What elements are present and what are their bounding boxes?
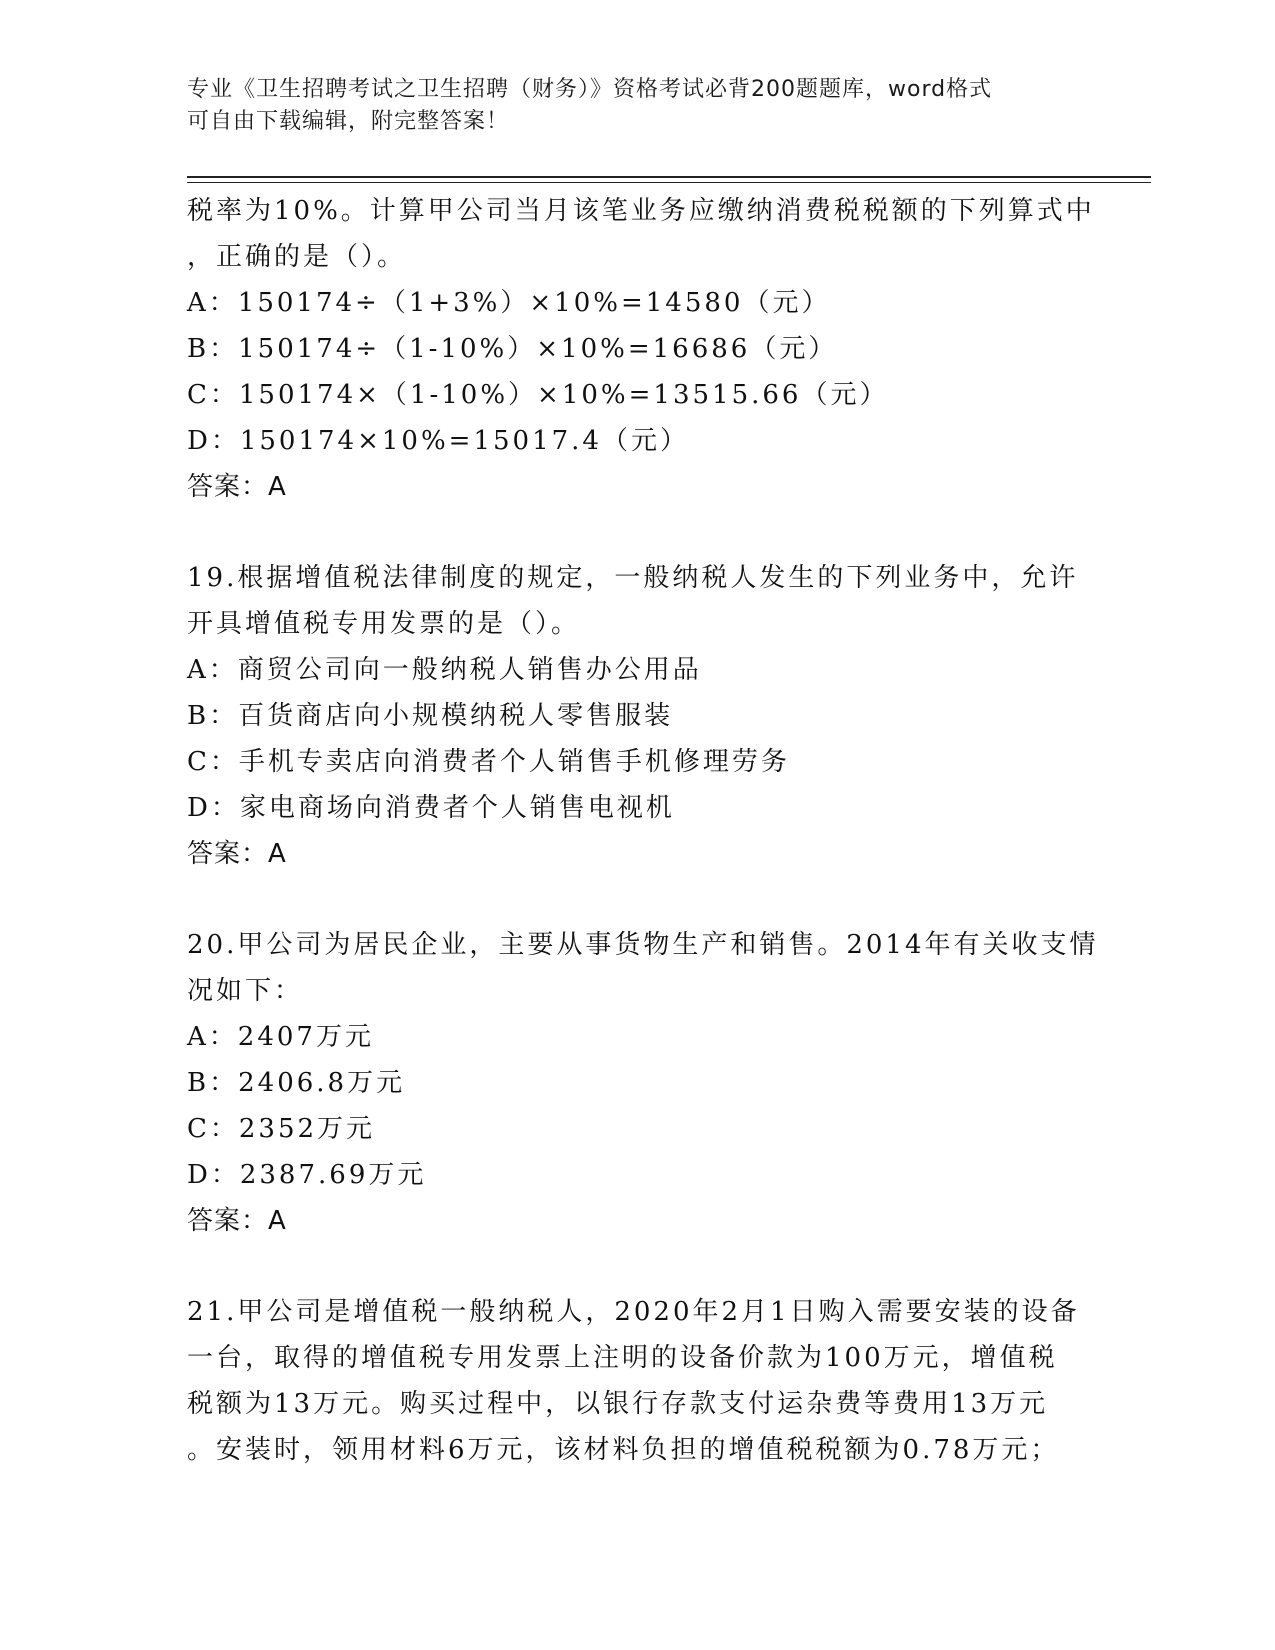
option-b: B：百货商店向小规模纳税人零售服装 (187, 701, 674, 731)
header-divider-thin (187, 182, 1151, 183)
option-d: D：家电商场向消费者个人销售电视机 (187, 793, 675, 823)
question-stem-line: 开具增值税专用发票的是（）。 (187, 609, 581, 639)
question-list (187, 188, 1099, 1473)
question-spacer (187, 1244, 1087, 1289)
question-stem-line: 19.根据增值税法律制度的规定，一般纳税人发生的下列业务中，允许 (187, 563, 1079, 593)
question-stem-line: 20.甲公司为居民企业，主要从事货物生产和销售。2014年有关收支情 (187, 930, 1099, 960)
question-19 (187, 555, 1087, 877)
question-stem-line: 。安装时，领用材料6万元，该材料负担的增值税税额为0.78万元； (187, 1435, 1060, 1465)
option-a: A：商贸公司向一般纳税人销售办公用品 (187, 655, 702, 685)
option-a: A：150174÷（1+3%）×10%=14580（元） (187, 288, 831, 318)
header-title-line-2: 可自由下载编辑，附完整答案！ (187, 109, 510, 134)
option-c: C：手机专卖店向消费者个人销售手机修理劳务 (187, 747, 790, 777)
question-spacer (187, 877, 1087, 922)
question-stem-line: 一台，取得的增值税专用发票上注明的设备价款为100万元，增值税 (187, 1343, 1058, 1373)
document-header (187, 74, 1087, 138)
header-divider-thick (187, 176, 1151, 178)
option-b: B：150174÷（1-10%）×10%=16686（元） (187, 334, 838, 364)
option-a: A：2407万元 (187, 1022, 374, 1052)
question-stem-line: 税率为10%。计算甲公司当月该笔业务应缴纳消费税税额的下列算式中 (187, 196, 1095, 226)
question-18 (187, 188, 1095, 510)
answer-line: 答案：A (187, 839, 287, 869)
answer-line: 答案：A (187, 472, 287, 502)
option-c: C：150174×（1-10%）×10%=13515.66（元） (187, 380, 889, 410)
question-20 (187, 922, 1099, 1244)
question-stem-line: 21.甲公司是增值税一般纳税人，2020年2月1日购入需要安装的设备 (187, 1297, 1080, 1327)
question-stem-line: 况如下： (187, 976, 304, 1006)
question-21 (187, 1289, 1087, 1473)
question-stem-line: ，正确的是（）。 (187, 242, 407, 272)
question-stem-line: 税额为13万元。购买过程中，以银行存款支付运杂费等费用13万元 (187, 1389, 1049, 1419)
answer-line: 答案：A (187, 1206, 287, 1236)
option-b: B：2406.8万元 (187, 1068, 406, 1098)
option-d: D：2387.69万元 (187, 1160, 427, 1190)
option-d: D：150174×10%=15017.4（元） (187, 426, 689, 456)
option-c: C：2352万元 (187, 1114, 376, 1144)
question-spacer (187, 510, 1087, 555)
header-title-line-1: 专业《卫生招聘考试之卫生招聘（财务）》资格考试必背200题题库，word格式 (187, 77, 993, 102)
